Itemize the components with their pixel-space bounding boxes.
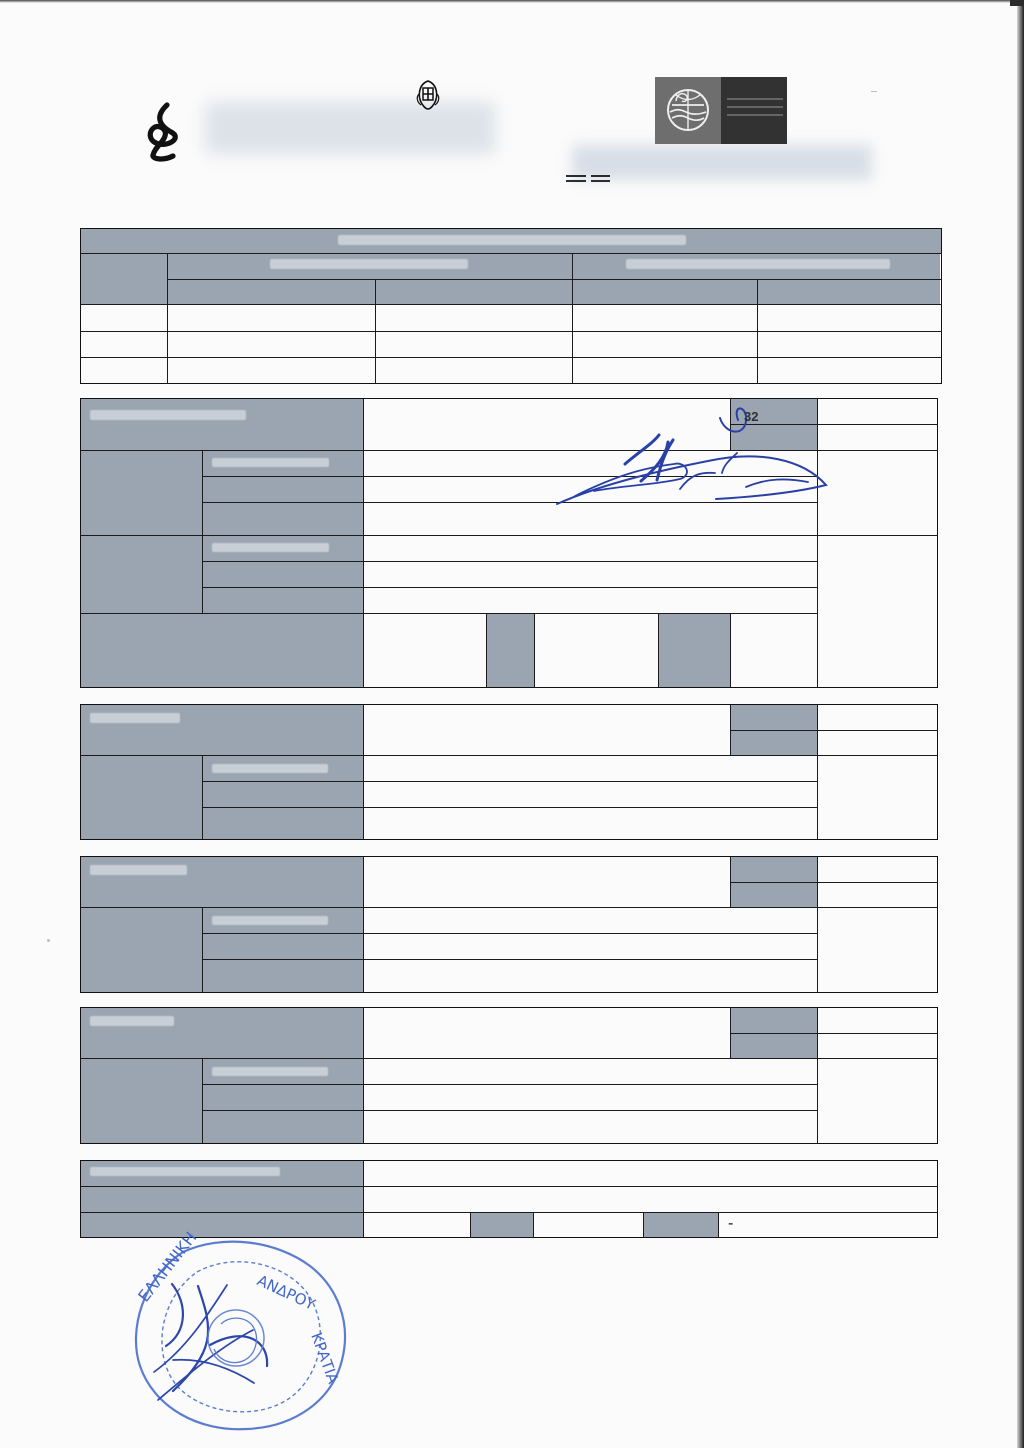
first-table-column-header-2 bbox=[376, 280, 572, 304]
section-4-label-field bbox=[81, 1059, 202, 1143]
main-lower-left-field bbox=[81, 614, 363, 687]
main-group-1-subfield-2 bbox=[203, 477, 363, 502]
main-group-1-subfield-3 bbox=[203, 503, 363, 535]
main-group-1-label-field bbox=[81, 451, 202, 535]
official-seal-stamp bbox=[118, 1230, 360, 1432]
header-mark-icon bbox=[145, 102, 187, 162]
wave-logo-icon bbox=[664, 85, 712, 135]
faded-header-area-left bbox=[205, 102, 495, 154]
seal-right-text: ΚΡΑΤΙΑ bbox=[307, 1330, 343, 1387]
right-page-shadow bbox=[1017, 0, 1024, 1448]
main-lower-mid-field bbox=[486, 614, 534, 687]
top-shadow bbox=[0, 0, 1024, 3]
page-number: 32 bbox=[744, 409, 759, 424]
first-table-row-header-field bbox=[81, 254, 167, 304]
bottom-dash-mark: - bbox=[728, 1215, 734, 1232]
section-2-label-field bbox=[81, 756, 202, 839]
main-section-title-field bbox=[81, 399, 363, 450]
greek-emblem-icon bbox=[414, 80, 442, 110]
seal-middle-text: ΑΝΔΡΟΥ bbox=[254, 1271, 318, 1314]
header-double-dash-icon bbox=[566, 173, 610, 183]
first-table-column-header-3 bbox=[573, 280, 757, 304]
first-table-column-header-4 bbox=[758, 280, 940, 304]
main-group-2-label-field bbox=[81, 536, 202, 613]
seal-top-text: ΕΛΛΗΝΙΚΗ bbox=[134, 1228, 201, 1306]
main-group-2-subfield-3 bbox=[203, 588, 363, 613]
organization-logo bbox=[655, 77, 787, 144]
logo-text-area bbox=[727, 94, 783, 124]
main-group-2-subfield-2 bbox=[203, 562, 363, 587]
first-table-column-header-1 bbox=[168, 280, 375, 304]
faded-header-area-right bbox=[572, 145, 872, 180]
handwritten-signature bbox=[548, 403, 830, 513]
main-lower-right-field bbox=[658, 614, 730, 687]
section-3-label-field bbox=[81, 908, 202, 992]
